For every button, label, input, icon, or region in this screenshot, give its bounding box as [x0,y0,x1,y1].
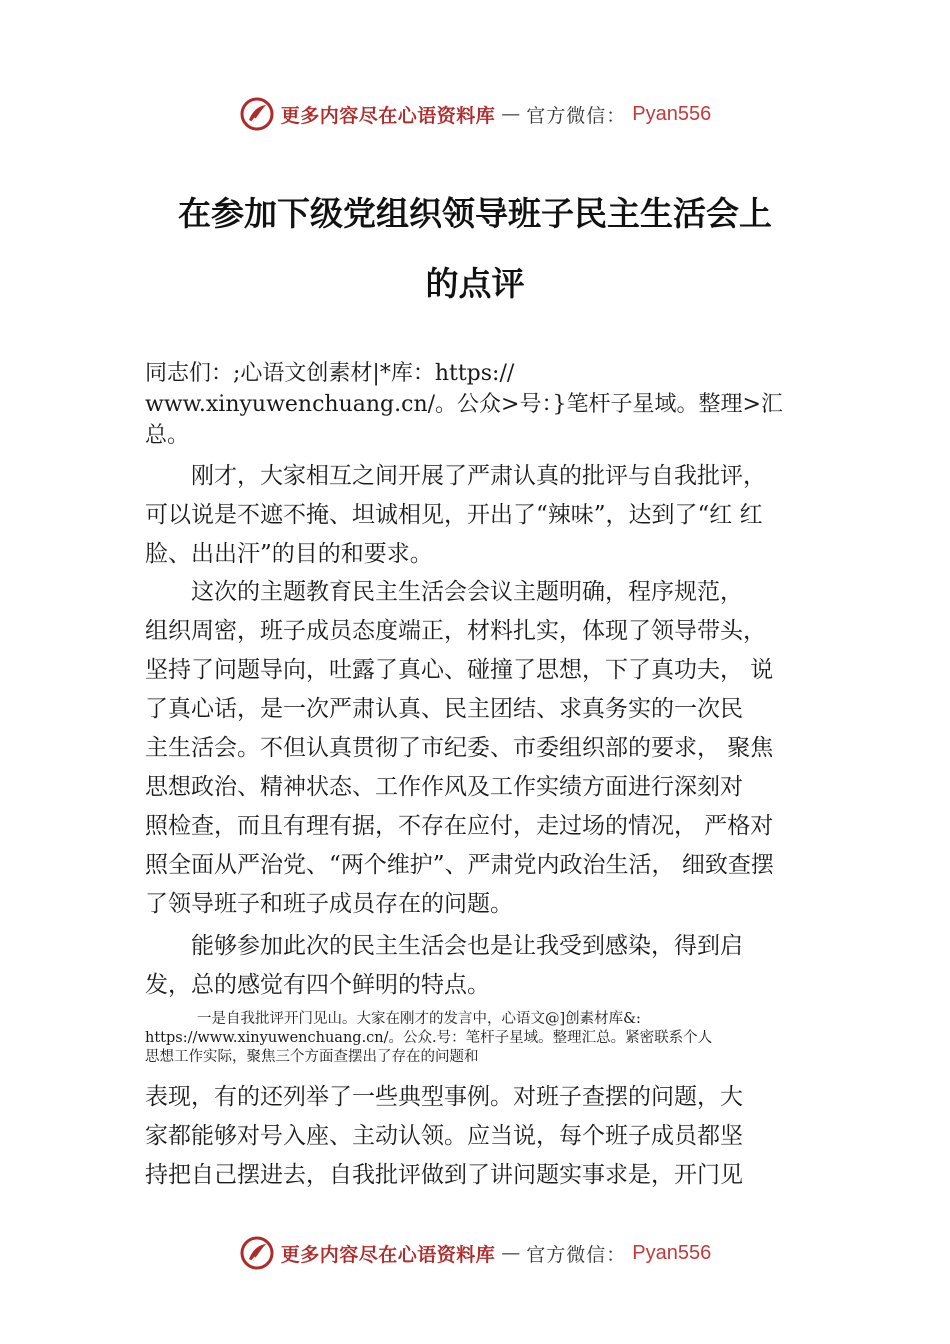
paragraph-line: 这次的主题教育民主生活会会议主题明确，程序规范， [191,579,743,605]
greeting-paragraph [145,358,835,451]
inserted-note [145,1010,835,1067]
paragraph-line: 思想政治、精神状态、工作作风及工作实绩方面进行深刻对 [145,774,743,800]
banner-separator: — [501,1242,521,1264]
paragraph-line: 主生活会。不但认真贯彻了市纪委、市委组织部的要求， 聚焦 [145,735,774,761]
banner-main-text: 更多内容尽在心语资料库 [280,1243,496,1266]
greeting-line: 总。 [145,423,190,448]
banner-main-text: 更多内容尽在心语资料库 [280,104,496,127]
note-line: 思想工作实际，聚焦三个方面查摆出了存在的问题和 [145,1049,479,1065]
xinyu-logo-icon [239,1235,275,1271]
paragraph-line: 组织周密，班子成员态度端正，材料扎实，体现了领导带头， [145,618,766,644]
paragraph-line: 表现，有的还列举了一些典型事例。对班子查摆的问题，大 [145,1084,743,1110]
paragraph-line: 家都能够对号入座、主动认领。应当说，每个班子成员都坚 [145,1123,743,1149]
paragraph-line: 脸、出出汗”的目的和要求。 [145,541,433,567]
paragraph-line: 发，总的感觉有四个鲜明的特点。 [145,972,490,998]
paragraph-line: 了领导班子和班子成员存在的问题。 [145,891,513,917]
paragraph-line: 了真心话，是一次严肃认真、民主团结、求真务实的一次民 [145,696,743,722]
paragraph-line: 能够参加此次的民主生活会也是让我受到感染，得到启 [191,933,743,959]
footer-banner [0,1231,950,1275]
paragraph-line: 照检查，而且有理有据，不存在应付，走过场的情况， 严格对 [145,813,774,839]
document-title-line2: 的点评 [425,264,525,303]
paragraph-3 [145,927,835,1005]
document-title-line1: 在参加下级党组织领导班子民主生活会上 [178,194,772,233]
note-line: 一是自我批评开门见山。大家在刚才的发言中，心语文@]创素材库&: [197,1011,641,1027]
paragraph-2 [145,573,835,924]
paragraph-line: 可以说是不遮不掩、坦诚相见，开出了“辣味”，达到了“红 红 [145,502,763,528]
paragraph-4 [145,1078,835,1195]
greeting-line: www.xinyuwenchuang.cn/。公众>号：}笔杆子星域。整理>汇 [145,392,783,417]
banner-wechat-id: Pyan556 [632,1241,712,1264]
paragraph-line: 坚持了问题导向，吐露了真心、碰撞了思想，下了真功夫， 说 [145,657,774,683]
paragraph-1 [145,457,835,574]
note-line: https://www.xinyuwenchuang.cn/。公众.号：笔杆子星域。整理汇总。紧密联系个人 [145,1030,713,1046]
paragraph-line: 刚才，大家相互之间开展了严肃认真的批评与自我批评， [191,463,766,489]
paragraph-line: 持把自己摆进去，自我批评做到了讲问题实事求是，开门见 [145,1162,743,1188]
paragraph-line: 照全面从严治党、“两个维护”、严肃党内政治生活， 细致查摆 [145,852,774,878]
banner-wechat-id: Pyan556 [632,102,712,125]
greeting-line: 同志们：;心语文创素材|*库：https:// [145,361,515,386]
xinyu-logo-icon [239,96,275,132]
header-banner [0,92,950,136]
banner-separator: — [501,103,521,125]
banner-wechat-label: 官方微信： [526,104,627,127]
banner-wechat-label: 官方微信： [526,1243,627,1266]
